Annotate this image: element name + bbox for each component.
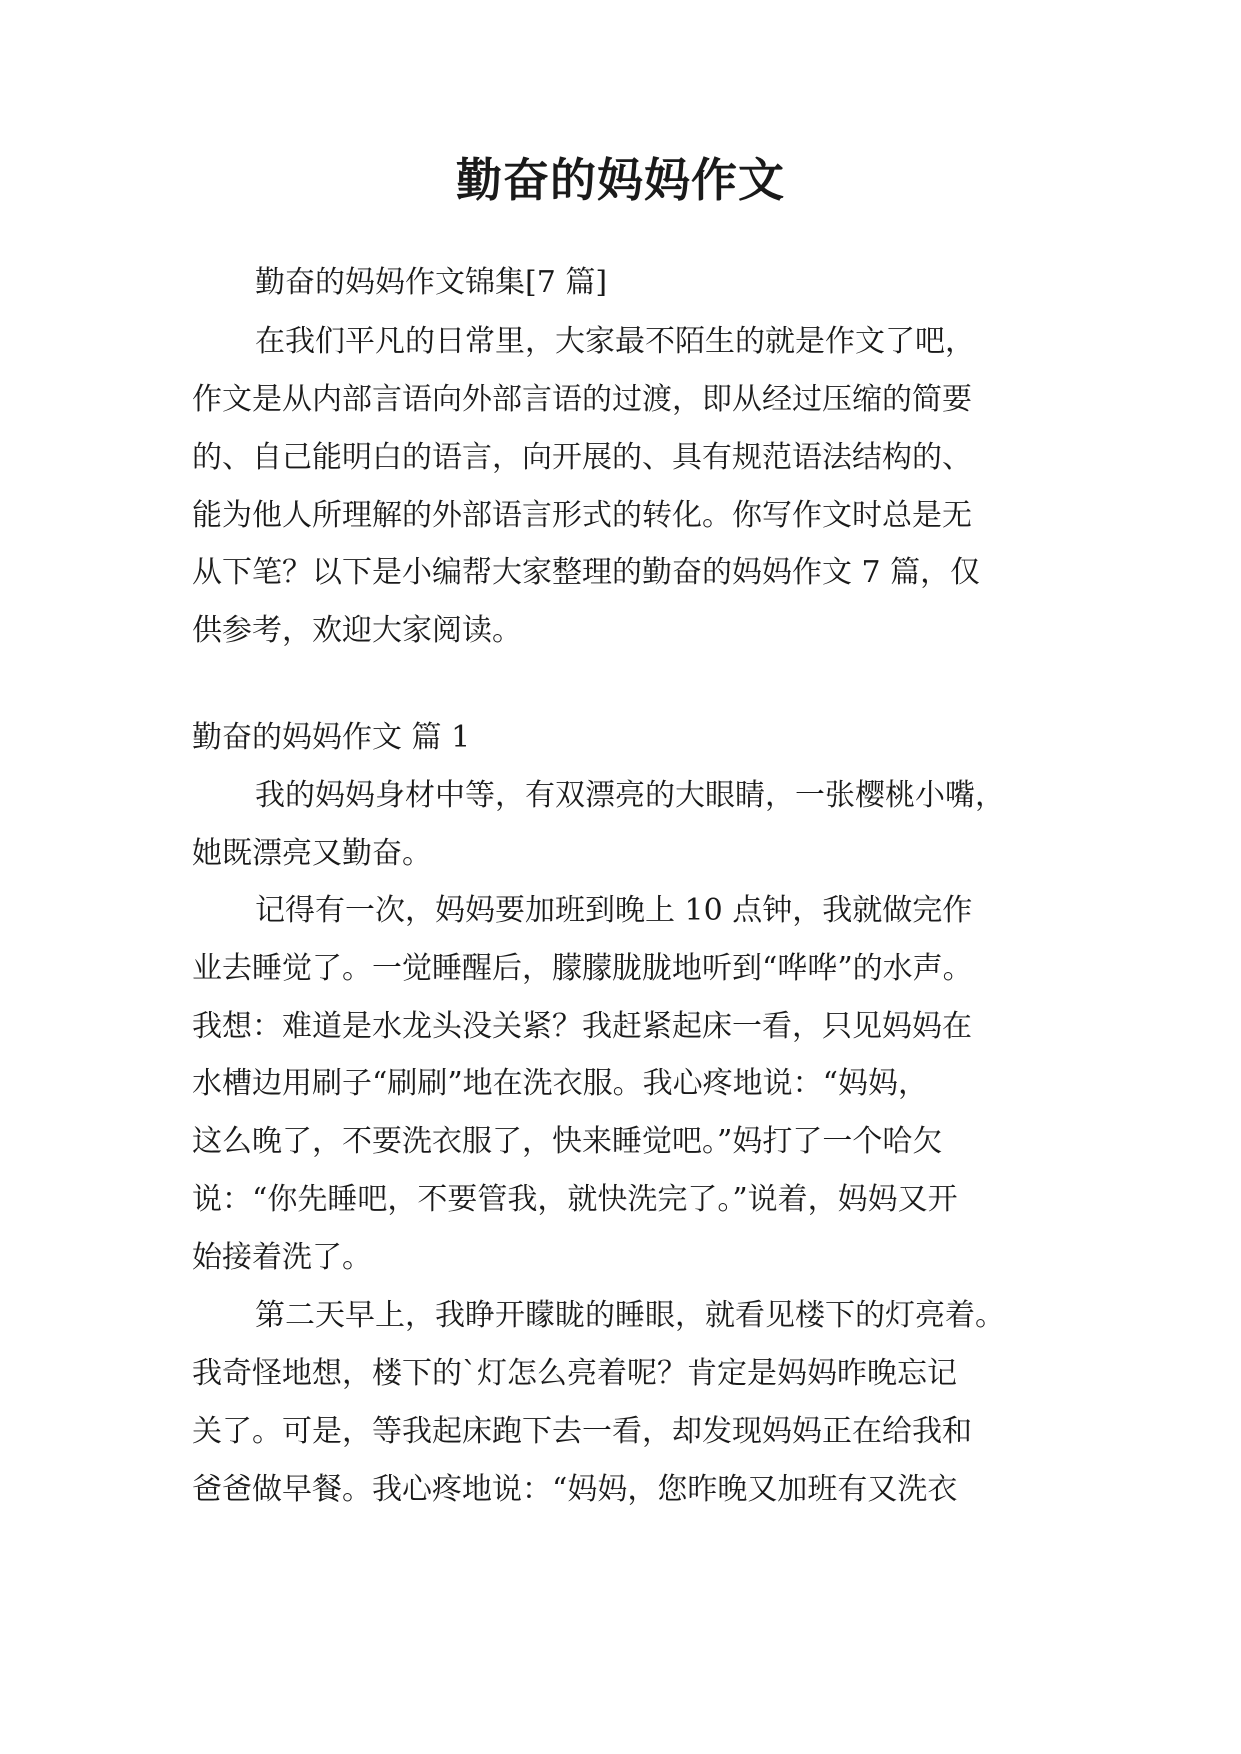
essay-line: 记得有一次，妈妈要加班到晚上 10 点钟，我就做完作 bbox=[255, 893, 973, 928]
essay-line: 始接着洗了。 bbox=[192, 1240, 372, 1275]
essay-heading: 勤奋的妈妈作文 篇 1 bbox=[192, 720, 471, 755]
essay-line: 这么晚了，不要洗衣服了，快来睡觉吧。”妈打了一个哈欠 bbox=[192, 1124, 943, 1159]
essay-line: 我的妈妈身材中等，有双漂亮的大眼睛，一张樱桃小嘴， bbox=[255, 778, 1005, 813]
intro-line: 作文是从内部言语向外部言语的过渡，即从经过压缩的简要 bbox=[192, 382, 972, 417]
essay-line: 我想：难道是水龙头没关紧？我赶紧起床一看，只见妈妈在 bbox=[192, 1009, 972, 1044]
intro-line: 在我们平凡的日常里，大家最不陌生的就是作文了吧， bbox=[255, 324, 975, 359]
intro-line: 能为他人所理解的外部语言形式的转化。你写作文时总是无 bbox=[192, 498, 972, 533]
essay-line: 关了。可是，等我起床跑下去一看，却发现妈妈正在给我和 bbox=[192, 1414, 972, 1449]
document-title: 勤奋的妈妈作文 bbox=[456, 153, 785, 207]
intro-line: 从下笔？以下是小编帮大家整理的勤奋的妈妈作文 7 篇，仅 bbox=[192, 555, 981, 590]
intro-line: 供参考，欢迎大家阅读。 bbox=[192, 613, 522, 648]
essay-line: 她既漂亮又勤奋。 bbox=[192, 836, 432, 871]
essay-line: 说：“你先睡吧，不要管我，就快洗完了。”说着，妈妈又开 bbox=[192, 1182, 958, 1217]
collection-subtitle: 勤奋的妈妈作文锦集[7 篇] bbox=[255, 265, 608, 300]
essay-line: 业去睡觉了。一觉睡醒后，朦朦胧胧地听到“哗哗”的水声。 bbox=[192, 951, 973, 986]
essay-line: 爸爸做早餐。我心疼地说：“妈妈，您昨晚又加班有又洗衣 bbox=[192, 1472, 958, 1507]
essay-line: 水槽边用刷子“刷刷”地在洗衣服。我心疼地说：“妈妈， bbox=[192, 1066, 929, 1101]
essay-line: 我奇怪地想，楼下的`灯怎么亮着呢？肯定是妈妈昨晚忘记 bbox=[192, 1356, 957, 1391]
essay-line: 第二天早上，我睁开矇眬的睡眼，就看见楼下的灯亮着。 bbox=[255, 1298, 1005, 1333]
intro-line: 的、自己能明白的语言，向开展的、具有规范语法结构的、 bbox=[192, 440, 972, 475]
